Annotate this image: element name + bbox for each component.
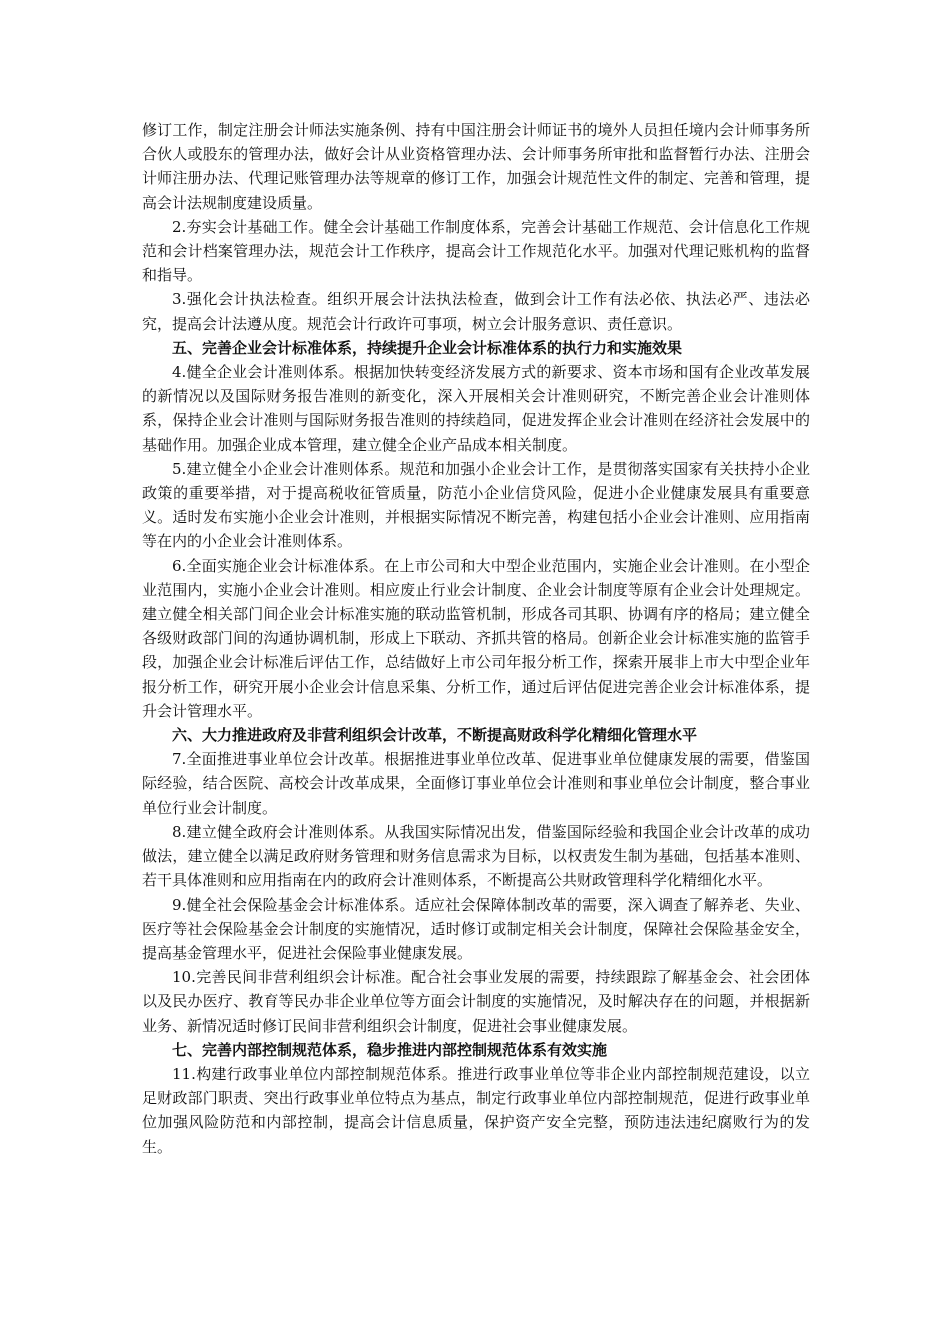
paragraph-item-4: 4.健全企业会计准则体系。根据加快转变经济发展方式的新要求、资本市场和国有企业改革发展的新情况以及国际财务报告准则的新变化，深入开展相关会计准则研究，不断完善企业会计准则体系，保持企业会计准则与国际财务报告准则的持续趋同，促进发挥企业会计准则在经济社会发展中的基础作用。加强企业成本管理，建立健全企业产品成本相关制度。 (142, 363, 810, 454)
paragraph-continuation: 修订工作，制定注册会计师法实施条例、持有中国注册会计师证书的境外人员担任境内会计师事务所合伙人或股东的管理办法，做好会计从业资格管理办法、会计师事务所审批和监督暂行办法、注册会计师注册办法、代理记账管理办法等规章的修订工作，加强会计规范性文件的制定、完善和管理，提高会计法规制度建设质量。 (142, 121, 810, 212)
paragraph-item-9: 9.健全社会保险基金会计标准体系。适应社会保障体制改革的需要，深入调查了解养老、失业、医疗等社会保险基金会计制度的实施情况，适时修订或制定相关会计制度，保障社会保险基金安全，提高基金管理水平，促进社会保险事业健康发展。 (142, 895, 810, 962)
section-heading-6: 六、大力推进政府及非营利组织会计改革，不断提高财政科学化精细化管理水平 (172, 726, 698, 745)
section-heading-5: 五、完善企业会计标准体系，持续提升企业会计标准体系的执行力和实施效果 (172, 338, 683, 357)
paragraph-item-7: 7.全面推进事业单位会计改革。根据推进事业单位改革、促进事业单位健康发展的需要，借鉴国际经验，结合医院、高校会计改革成果，全面修订事业单位会计准则和事业单位会计制度，整合事业单位行业会计制度。 (142, 750, 810, 817)
document-body (142, 118, 810, 1159)
paragraph-item-8: 8.建立健全政府会计准则体系。从我国实际情况出发，借鉴国际经验和我国企业会计改革的成功做法，建立健全以满足政府财务管理和财务信息需求为目标，以权责发生制为基础，包括基本准则、若干具体准则和应用指南在内的政府会计准则体系，不断提高公共财政管理科学化精细化水平。 (142, 822, 810, 890)
paragraph-item-5: 5.建立健全小企业会计准则体系。规范和加强小企业会计工作，是贯彻落实国家有关扶持小企业政策的重要举措，对于提高税收征管质量，防范小企业信贷风险，促进小企业健康发展具有重要意义。适时发布实施小企业会计准则，并根据实际情况不断完善，构建包括小企业会计准则、应用指南等在内的小企业会计准则体系。 (142, 459, 810, 551)
paragraph-item-10: 10.完善民间非营利组织会计标准。配合社会事业发展的需要，持续跟踪了解基金会、社会团体以及民办医疗、教育等民办非企业单位等方面会计制度的实施情况，及时解决存在的问题，并根据新业务、新情况适时修订民间非营利组织会计制度，促进社会事业健康发展。 (142, 968, 810, 1035)
paragraph-item-11: 11.构建行政事业单位内部控制规范体系。推进行政事业单位等非企业内部控制规范建设，以立足财政部门职责、突出行政事业单位特点为基点，制定行政事业单位内部控制规范，促进行政事业单位加强风险防范和内部控制，提高会计信息质量，保护资产安全完整，预防违法违纪腐败行为的发生。 (142, 1064, 810, 1156)
paragraph-item-6: 6.全面实施企业会计标准体系。在上市公司和大中型企业范围内，实施企业会计准则。在小型企业范围内，实施小企业会计准则。相应废止行业会计制度、企业会计制度等原有企业会计处理规定。建立健全相关部门间企业会计标准实施的联动监管机制，形成各司其职、协调有序的格局；建立健全各级财政部门间的沟通协调机制，形成上下联动、齐抓共管的格局。创新企业会计标准实施的监管手段，加强企业会计标准后评估工作，总结做好上市公司年报分析工作，探索开展非上市大中型企业年报分析工作，研究开展小企业会计信息采集、分析工作，通过后评估促进完善企业会计标准体系，提升会计管理水平。 (142, 556, 810, 720)
paragraph-item-3: 3.强化会计执法检查。组织开展会计法执法检查，做到会计工作有法必依、执法必严、违法必究，提高会计法遵从度。规范会计行政许可事项，树立会计服务意识、责任意识。 (142, 290, 810, 333)
paragraph-item-2: 2.夯实会计基础工作。健全会计基础工作制度体系，完善会计基础工作规范、会计信息化工作规范和会计档案管理办法，规范会计工作秩序，提高会计工作规范化水平。加强对代理记账机构的监督和指导。 (142, 217, 810, 285)
section-heading-7: 七、完善内部控制规范体系，稳步推进内部控制规范体系有效实施 (172, 1040, 608, 1059)
